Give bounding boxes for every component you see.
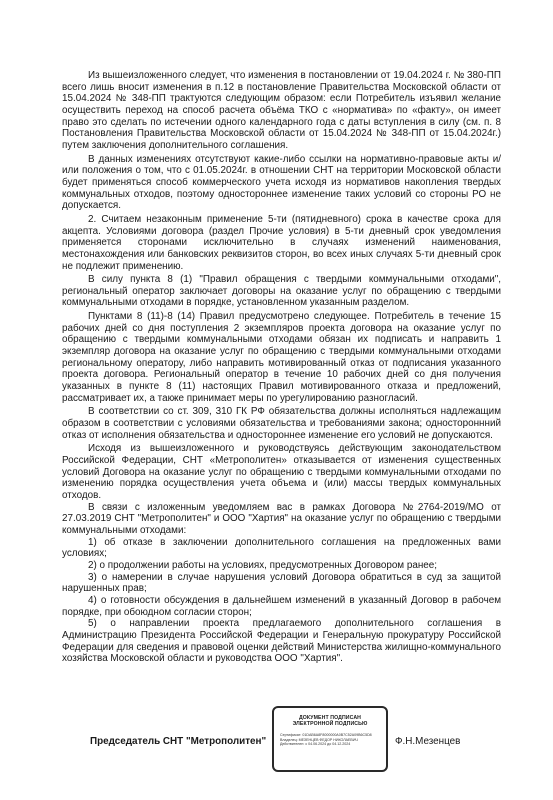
signatory-name: Ф.Н.Мезенцев: [395, 736, 461, 747]
stamp-certificate: Сертификат: 01DAB6A8F8000000A0B7C52A09B6C5D8: [280, 733, 372, 738]
list-item: 1) об отказе в заключении дополнительного соглашения на предложенных вами условиях;: [62, 536, 501, 560]
paragraph-6: В соответствии со ст. 309, 310 ГК РФ обязательства должны исполняться надлежащим образом в соответствии с условиями обязательства и требованиями закона; одностороннний отказ от исполнения обязательства и одностороннее изменение его условий не допускаются.: [62, 406, 501, 441]
notice-list: [62, 537, 501, 665]
paragraph-1: Из вышеизложенного следует, что изменения в постановлении от 19.04.2024 г. № 380-ПП всего лишь вносит изменения в п.12 в постановление Правительства Московской области от 15.04.2024 № 348-ПП трактуются следующим образом: если Потребитель изъявил желание осуществить переход на способ расчета объёма ТКО с «норматива» по «факту», он имеет право это сделать по истечении одного календарного года с даты вступления в силу (см. п. 8 Постановления Правительства Московской области от 15.04.2024 № 348-ПП от 15.04.2024г.) путем заключения дополнительного соглашения.: [62, 70, 501, 151]
paragraph-5: Пунктами 8 (11)-8 (14) Правил предусмотрено следующее. Потребитель в течение 15 рабочих дней со дня поступления 2 экземпляров проекта договора на оказание услуг по обращению с твердыми коммунальными отходами обязан их подписать и направить 1 экземпляр договора на оказание услуг по обращению с твердыми коммунальными отходами региональному оператору, либо направить мотивированный отказ от подписания указанного проекта договора. Региональный оператор в течение 10 рабочих дней со дня получения указанных в пункте 8 (11) настоящих Правил мотивированного отказа и предложений, рассматривает их, а также принимает меры по урегулированию разногласий.: [62, 311, 501, 404]
paragraph-8: В связи с изложенным уведомляем вас в рамках Договора №2764-2019/МО от 27.03.2019 СНТ "Метрополитен" и ООО "Хартия" на оказание услуг по обращению с твердыми коммунальными отходами:: [62, 501, 501, 536]
paragraph-3: 2. Считаем незаконным применение 5-ти (пятидневного) срока в качестве срока для акцепта. Условиями договора (раздел Прочие условия) в 5-ти дневный срок уведомления применяется сторонами исключительно в случаях изменений наименования, местонахождения или банковских реквизитов сторон, во всех иных случаях 5-ти дневный срок не подлежит применению.: [62, 213, 501, 272]
paragraph-7: Исходя из вышеизложенного и руководствуясь действующим законодательством Российской Федерации, СНТ «Метрополитен» отказывается от изменения существенных условий Договора на оказание услуг по обращению с твердыми коммунальными отходами по изменению порядка осуществления учета объема и (или) массы твердых коммунальных отходов.: [62, 443, 501, 501]
stamp-header: [274, 715, 386, 727]
list-item: 3) о намерении в случае нарушения условий Договора обратиться в суд за защитой нарушенных прав;: [62, 571, 501, 595]
paragraph-2: В данных изменениях отсутствуют какие-либо ссылки на нормативно-правовые акты и/или положения о том, что с 01.05.2024г. в отношении СНТ на территории Московской области будет применяться способ коммерческого учета исходя из нормативов накопления твердых коммунальных отходов, поэтому одностороннее изменение таких условий со стороны РО не допускается.: [62, 153, 501, 212]
list-item: 2) о продолжении работы на условиях, предусмотренных Договором ранее;: [88, 559, 438, 571]
list-item: 5) о направлении проекта предлагаемого дополнительного соглашения в Администрацию Президента Российской Федерации и Генеральную прокуратуру Российской Федерации для сведения и правовой оценки действий Министерства жилищно-коммунального хозяйства Московской области и руководства ООО "Хартия".: [62, 618, 501, 665]
stamp-header-line-1: ДОКУМЕНТ ПОДПИСАН: [298, 715, 362, 721]
signature-block: [0, 704, 553, 784]
stamp-validity: Действителен: с 04.06.2024 до 04.12.2024: [280, 742, 351, 747]
signatory-position: Председатель СНТ "Метрополитен": [90, 736, 267, 747]
stamp-details: [280, 733, 380, 746]
electronic-signature-stamp: [272, 706, 388, 772]
list-item: 4) о готовности обсуждения в дальнейшем изменений в указанный Договор в рабочем порядке, при обоюдном согласии сторон;: [62, 594, 501, 618]
stamp-owner: Владелец: МЕЗЕНЦЕВ ФЕДОР НИКОЛАЕВИЧ: [280, 737, 358, 742]
paragraph-4: В силу пункта 8 (1) "Правил обращения с твердыми коммунальными отходами", региональный оператор заключает договоры на оказание услуг по обращению с твердыми коммунальными отходами в порядке, установленном указанным разделом.: [62, 274, 501, 309]
stamp-header-line-2: ЭЛЕКТРОННОЙ ПОДПИСЬЮ: [292, 721, 368, 728]
